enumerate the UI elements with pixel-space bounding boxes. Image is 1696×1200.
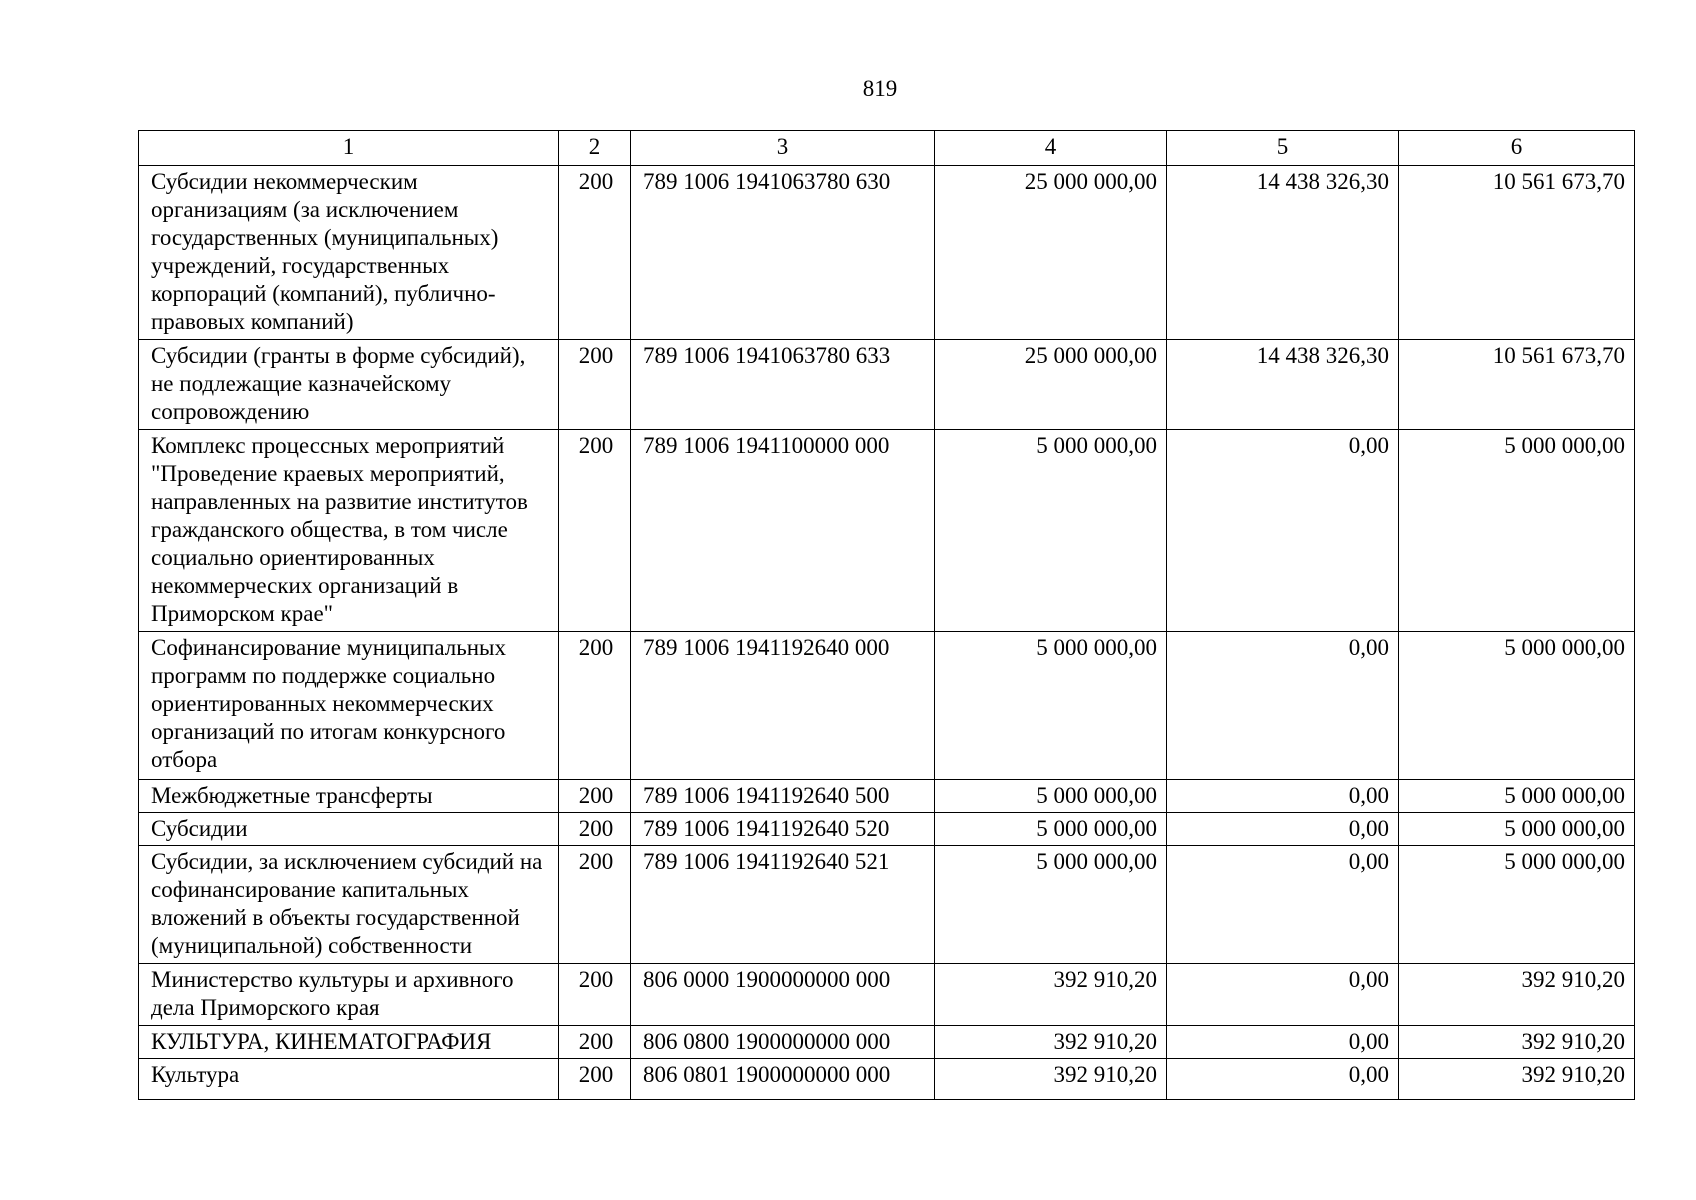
row-value-4: 392 910,20: [935, 1026, 1167, 1059]
row-value-5: 0,00: [1167, 1059, 1399, 1100]
table-row: [139, 166, 1635, 340]
row-value-6: 10 561 673,70: [1399, 166, 1635, 340]
row-value-6: 392 910,20: [1399, 964, 1635, 1026]
row-value-5: 0,00: [1167, 964, 1399, 1026]
row-code: 200: [559, 813, 631, 846]
row-value-6: 10 561 673,70: [1399, 340, 1635, 430]
row-value-4: 25 000 000,00: [935, 166, 1167, 340]
table-row: [139, 780, 1635, 813]
row-code: 200: [559, 1026, 631, 1059]
row-name: Субсидии, за исключением субсидий на софинансирование капитальных вложений в объекты государственной (муниципальной) собственности: [139, 846, 559, 964]
row-code: 200: [559, 780, 631, 813]
row-code: 200: [559, 166, 631, 340]
row-name: Софинансирование муниципальных программ по поддержке социально ориентированных некоммерческих организаций по итогам конкурсного отбора: [139, 632, 559, 780]
column-header-6: 6: [1399, 131, 1635, 166]
table-row: [139, 632, 1635, 780]
row-kbk: 789 1006 1941063780 633: [631, 340, 935, 430]
row-name: Министерство культуры и архивного дела Приморского края: [139, 964, 559, 1026]
row-kbk: 789 1006 1941063780 630: [631, 166, 935, 340]
row-kbk: 806 0000 1900000000 000: [631, 964, 935, 1026]
row-value-4: 392 910,20: [935, 964, 1167, 1026]
table-row: [139, 846, 1635, 964]
table-row: [139, 1059, 1635, 1100]
row-value-6: 392 910,20: [1399, 1026, 1635, 1059]
row-value-5: 0,00: [1167, 430, 1399, 632]
row-value-6: 5 000 000,00: [1399, 780, 1635, 813]
row-value-5: 0,00: [1167, 780, 1399, 813]
row-name: Межбюджетные трансферты: [139, 780, 559, 813]
row-value-5: 0,00: [1167, 846, 1399, 964]
row-value-6: 5 000 000,00: [1399, 430, 1635, 632]
row-value-4: 5 000 000,00: [935, 846, 1167, 964]
row-value-6: 5 000 000,00: [1399, 632, 1635, 780]
row-name: Субсидии (гранты в форме субсидий), не подлежащие казначейскому сопровождению: [139, 340, 559, 430]
row-code: 200: [559, 632, 631, 780]
budget-table: [138, 130, 1635, 1100]
row-value-4: 392 910,20: [935, 1059, 1167, 1100]
row-value-4: 25 000 000,00: [935, 340, 1167, 430]
row-kbk: 789 1006 1941100000 000: [631, 430, 935, 632]
row-code: 200: [559, 430, 631, 632]
header-row: [139, 131, 1635, 166]
row-kbk: 789 1006 1941192640 000: [631, 632, 935, 780]
table-row: [139, 340, 1635, 430]
row-value-5: 0,00: [1167, 1026, 1399, 1059]
column-header-5: 5: [1167, 131, 1399, 166]
row-value-5: 0,00: [1167, 632, 1399, 780]
row-name: Культура: [139, 1059, 559, 1100]
table-row: [139, 430, 1635, 632]
column-header-2: 2: [559, 131, 631, 166]
column-header-3: 3: [631, 131, 935, 166]
row-kbk: 806 0800 1900000000 000: [631, 1026, 935, 1059]
row-value-4: 5 000 000,00: [935, 632, 1167, 780]
row-name: Субсидии: [139, 813, 559, 846]
row-value-4: 5 000 000,00: [935, 780, 1167, 813]
row-value-5: 14 438 326,30: [1167, 340, 1399, 430]
row-value-6: 392 910,20: [1399, 1059, 1635, 1100]
row-kbk: 789 1006 1941192640 520: [631, 813, 935, 846]
row-code: 200: [559, 964, 631, 1026]
row-value-5: 14 438 326,30: [1167, 166, 1399, 340]
column-header-1: 1: [139, 131, 559, 166]
row-name: Субсидии некоммерческим организациям (за исключением государственных (муниципальных) учреждений, государственных корпораций (компаний), публично-правовых компаний): [139, 166, 559, 340]
row-value-6: 5 000 000,00: [1399, 813, 1635, 846]
row-code: 200: [559, 340, 631, 430]
column-header-4: 4: [935, 131, 1167, 166]
row-code: 200: [559, 846, 631, 964]
table-row: [139, 813, 1635, 846]
row-kbk: 789 1006 1941192640 500: [631, 780, 935, 813]
row-value-4: 5 000 000,00: [935, 813, 1167, 846]
row-value-6: 5 000 000,00: [1399, 846, 1635, 964]
row-name: Комплекс процессных мероприятий "Проведение краевых мероприятий, направленных на развитие институтов гражданского общества, в том числе социально ориентированных некоммерческих организаций в Приморском крае": [139, 430, 559, 632]
row-value-5: 0,00: [1167, 813, 1399, 846]
row-value-4: 5 000 000,00: [935, 430, 1167, 632]
row-kbk: 806 0801 1900000000 000: [631, 1059, 935, 1100]
table-row: [139, 1026, 1635, 1059]
row-kbk: 789 1006 1941192640 521: [631, 846, 935, 964]
table-row: [139, 964, 1635, 1026]
row-code: 200: [559, 1059, 631, 1100]
row-name: КУЛЬТУРА, КИНЕМАТОГРАФИЯ: [139, 1026, 559, 1059]
page-number: 819: [862, 76, 898, 101]
